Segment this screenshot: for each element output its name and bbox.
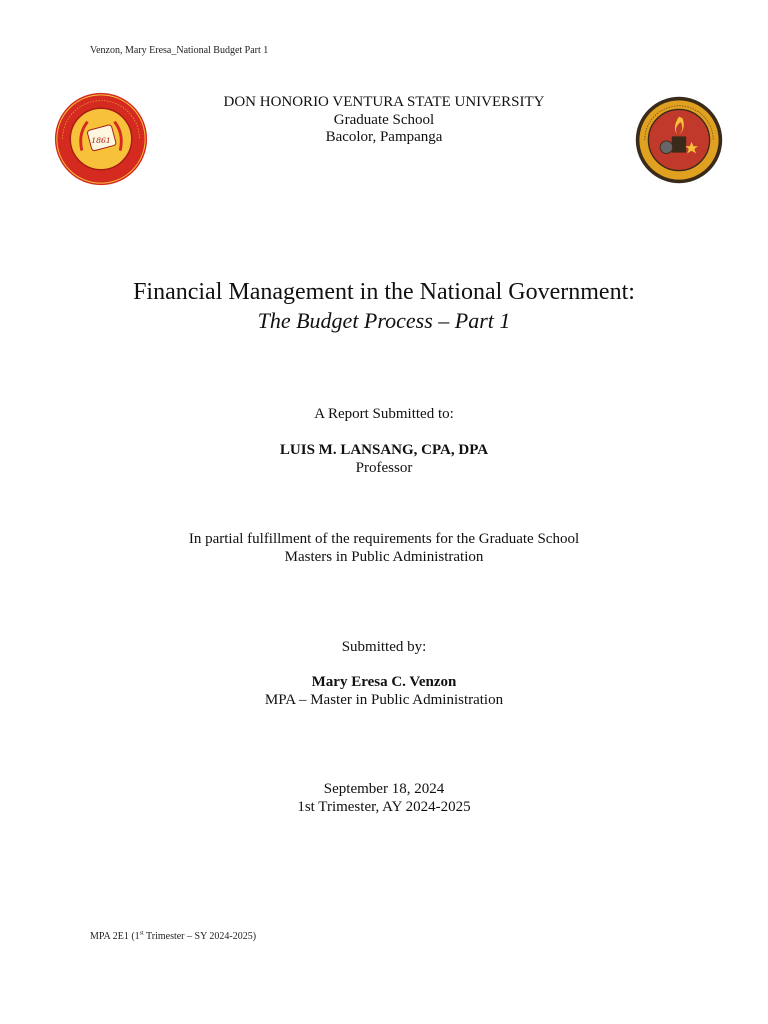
- fulfillment-line-1: In partial fulfillment of the requirements for the Graduate School: [188, 531, 580, 547]
- professor-role: Professor: [355, 460, 413, 476]
- submission-date: September 18, 2024: [323, 781, 445, 797]
- academic-term: 1st Trimester, AY 2024-2025: [297, 799, 471, 815]
- footer-superscript: st: [139, 930, 144, 937]
- professor-name: LUIS M. LANSANG, CPA, DPA: [279, 442, 489, 458]
- running-header: Venzon, Mary Eresa_National Budget Part 1: [90, 45, 269, 56]
- seal-year: 1861: [91, 135, 111, 145]
- submitted-to-label: A Report Submitted to:: [314, 406, 454, 422]
- school-name: Graduate School: [333, 111, 435, 128]
- title-main: Financial Management in the National Government:: [133, 279, 635, 305]
- university-name: DON HONORIO VENTURA STATE UNIVERSITY: [223, 94, 545, 110]
- footer-suffix: Trimester – SY 2024-2025): [143, 931, 257, 942]
- footer-prefix: MPA 2E1 (1: [90, 931, 140, 942]
- title-subtitle: The Budget Process – Part 1: [257, 308, 511, 333]
- fulfillment-line-2: Masters in Public Administration: [284, 549, 484, 565]
- author-program: MPA – Master in Public Administration: [264, 692, 504, 708]
- submitted-by-label: Submitted by:: [341, 639, 427, 655]
- author-name: Mary Eresa C. Venzon: [311, 674, 457, 690]
- running-footer: [90, 931, 256, 942]
- university-header: [0, 94, 768, 147]
- school-location: Bacolor, Pampanga: [325, 129, 443, 145]
- document-title: [0, 278, 768, 335]
